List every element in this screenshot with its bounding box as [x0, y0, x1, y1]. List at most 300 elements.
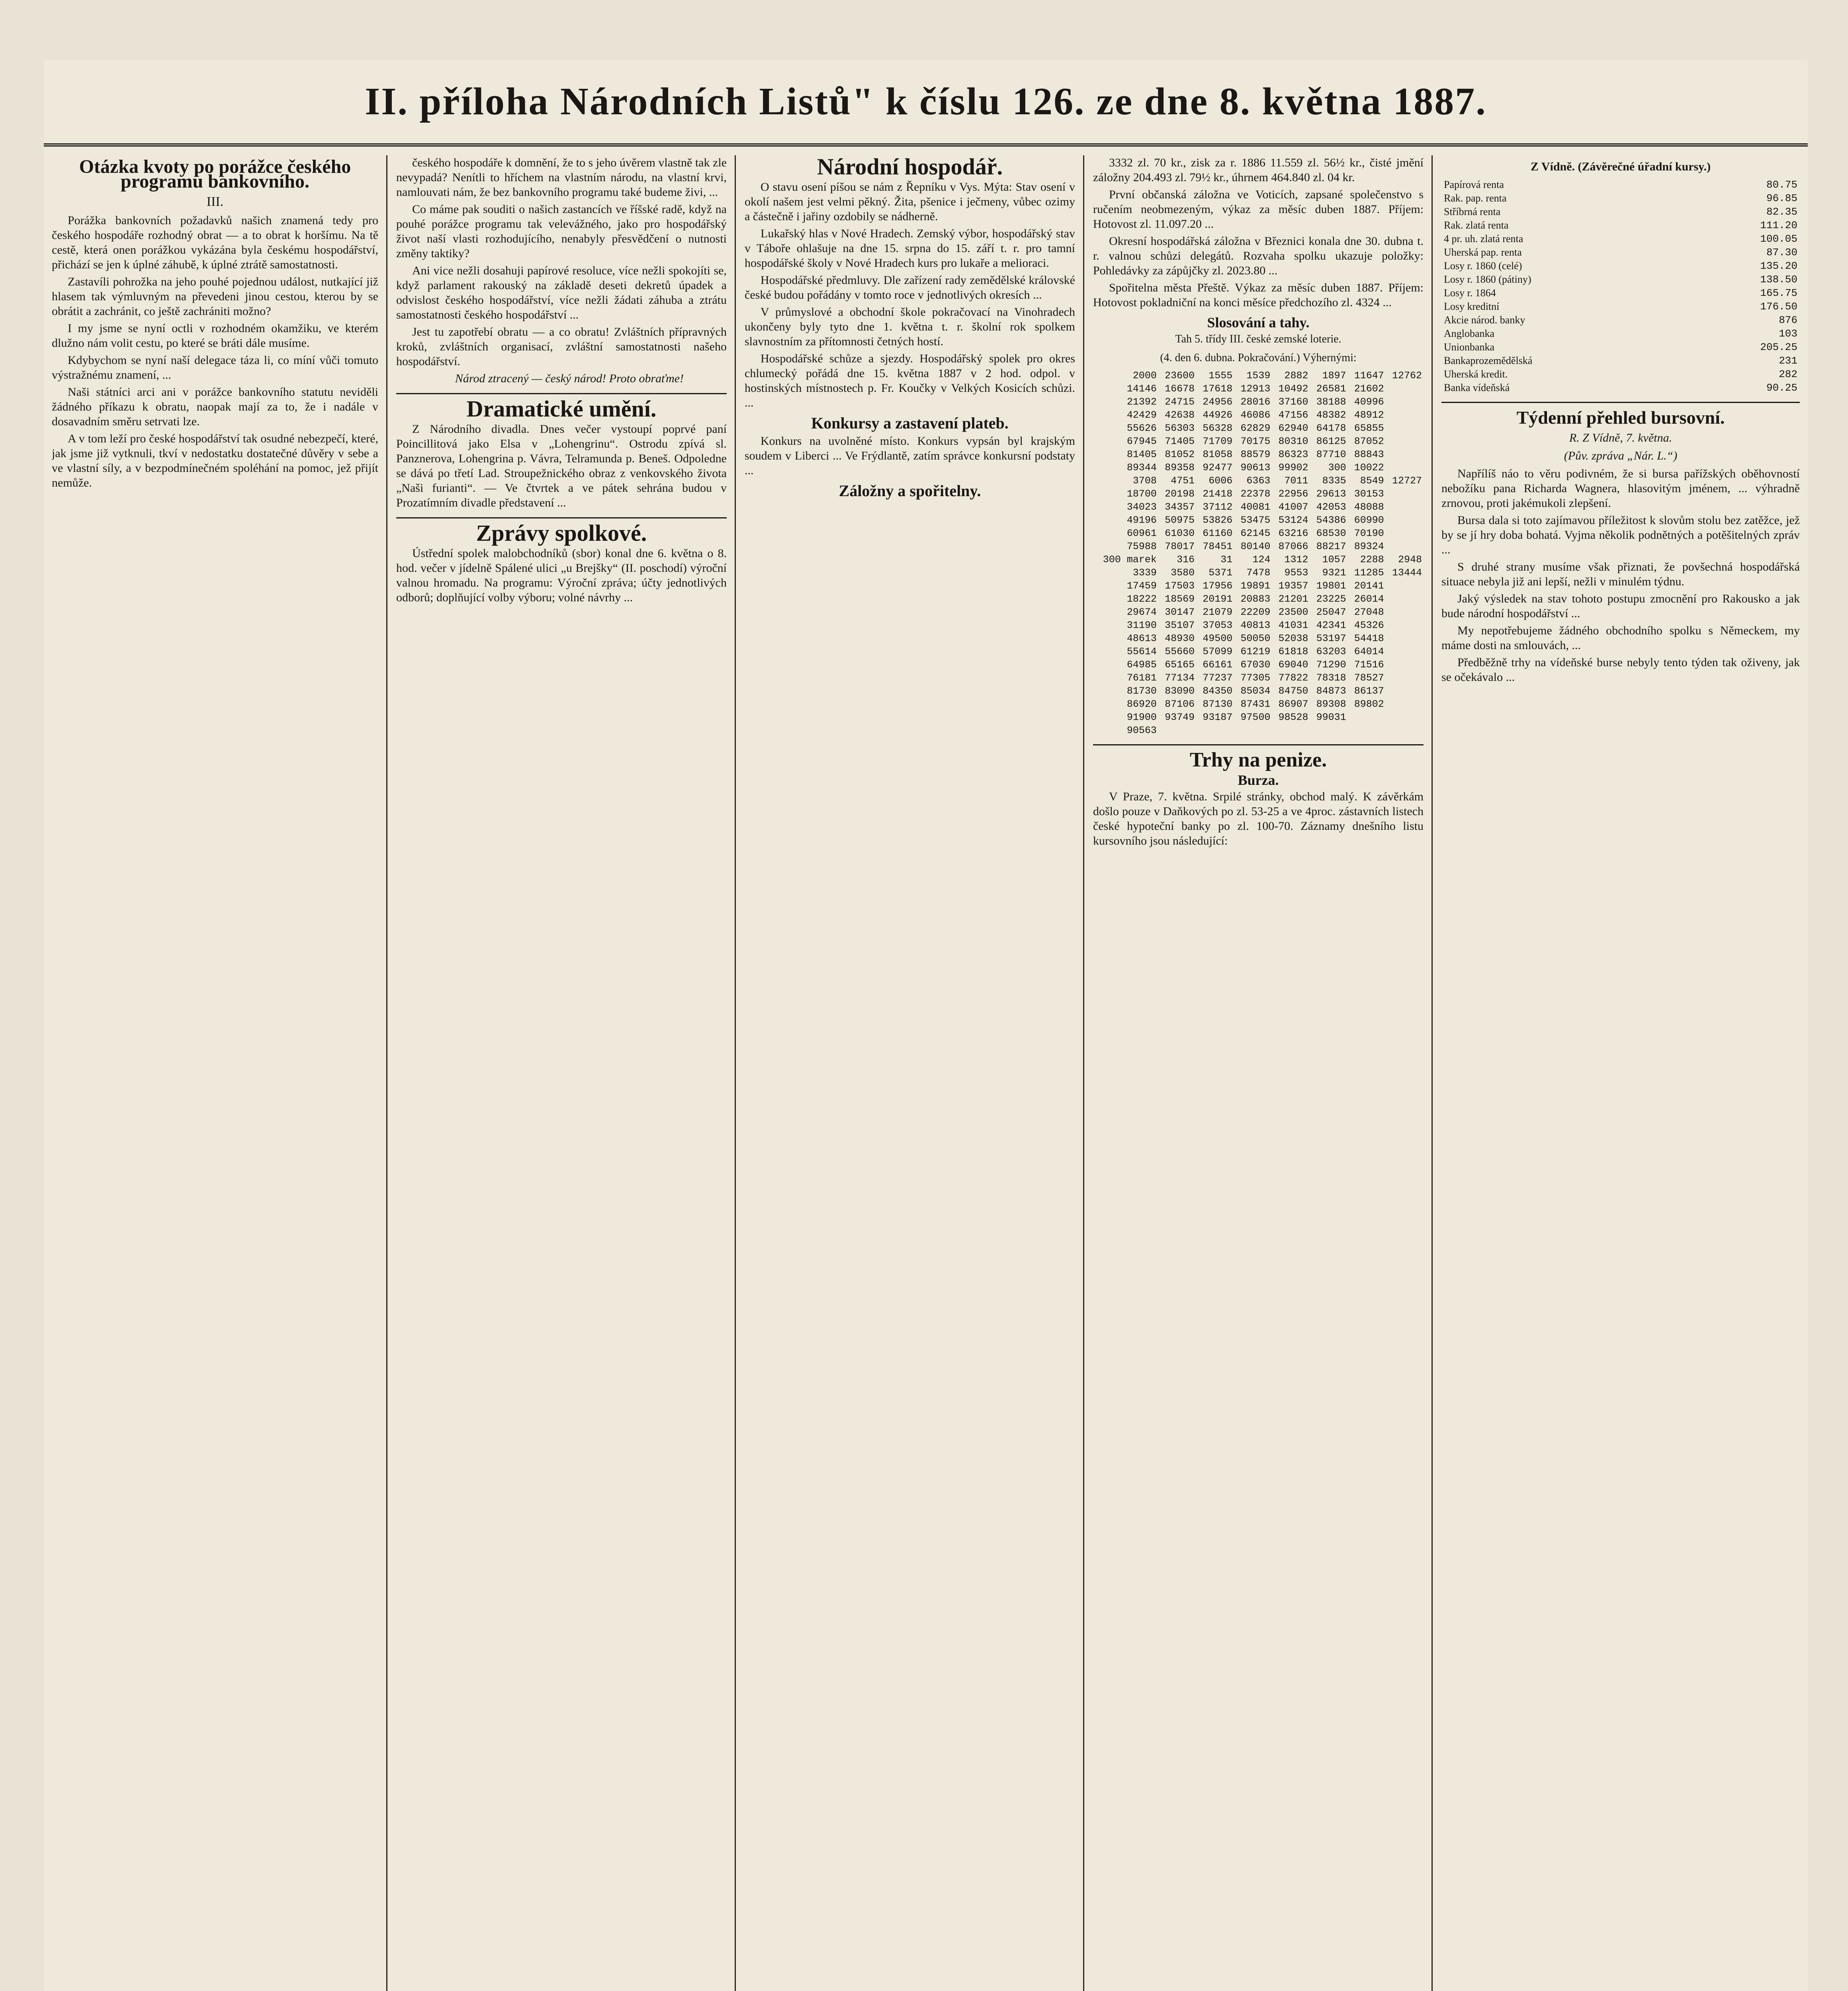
lottery-number: 77237: [1203, 672, 1233, 684]
subheading-zalozny: Záložny a spořitelny.: [839, 482, 981, 500]
lottery-number: 42429: [1126, 409, 1157, 421]
lottery-number: 21392: [1126, 396, 1157, 408]
market-rates-heading: Z Vídně. (Závěrečné úřadní kursy.): [1530, 160, 1711, 173]
lottery-row: [1093, 395, 1424, 409]
lottery-row: [1093, 448, 1424, 461]
lottery-row: [1093, 711, 1424, 724]
section-rule: [1093, 744, 1424, 745]
lottery-number: 42341: [1316, 620, 1346, 631]
lottery-number: 22378: [1240, 488, 1271, 500]
lottery-row: [1093, 474, 1424, 487]
rate-value: 176.50: [1760, 301, 1797, 313]
market-rates-table: [1441, 178, 1800, 395]
article-closing: Národ ztracený — český národ! Proto obraťme!: [455, 372, 684, 385]
lottery-number: 93749: [1165, 712, 1195, 723]
lottery-row: [1093, 579, 1424, 593]
rate-row: [1441, 219, 1800, 232]
lottery-row: [1093, 593, 1424, 606]
lottery-number: 56303: [1165, 422, 1195, 434]
lottery-number: 89308: [1316, 698, 1346, 710]
rate-label: Losy r. 1860 (pátiny): [1444, 274, 1531, 285]
paragraph: Hospodářské předmluvy. Dle zařízení rady zemědělské královské české budou pořádány v tomto roce v jednotlivých okresích ...: [745, 274, 1075, 301]
lottery-number: 300 marek: [1103, 554, 1157, 565]
lottery-row: [1093, 540, 1424, 553]
lottery-number: 38188: [1316, 396, 1346, 408]
lottery-number: 2000: [1132, 370, 1157, 381]
paragraph: O stavu osení píšou se nám z Řepníku v Vys. Mýta: Stav osení v okolí našem jest velmi pěkný. Žita, pšenice i ječmeny, vůbec ozimy a částečně i jařiny ozdobily se nádherně.: [745, 180, 1075, 223]
lottery-number: 27048: [1354, 606, 1384, 618]
lottery-number: 17956: [1203, 580, 1233, 592]
lottery-number: 89802: [1354, 698, 1384, 710]
rate-label: Unionbanka: [1444, 341, 1495, 353]
lottery-number: 44926: [1203, 409, 1233, 421]
lottery-heading: Slosování a tahy.: [1207, 315, 1310, 331]
article-heading-kvota: Otázka kvoty po porážce českého programu bankovního.: [79, 156, 351, 192]
lottery-number: 93187: [1203, 712, 1233, 723]
lottery-number: 86323: [1278, 449, 1308, 460]
lottery-number: 87106: [1165, 698, 1195, 710]
lottery-number: 24956: [1203, 396, 1233, 408]
lottery-row: [1093, 566, 1424, 579]
lottery-number: 86137: [1354, 685, 1384, 697]
lottery-row: [1093, 422, 1424, 435]
lottery-number: 62145: [1240, 528, 1271, 539]
lottery-number: 34023: [1126, 501, 1157, 513]
paragraph: Lukařský hlas v Nové Hradech. Zemský výbor, hospodářský stav v Táboře ohlašuje na dne 15. srpna do 15. září t. r. pro tamní hospodářské školy v Nové Hradech kurs pro lukaře a melioraci.: [745, 227, 1075, 270]
lottery-number: 8549: [1360, 475, 1384, 487]
lottery-number: 55626: [1126, 422, 1157, 434]
lottery-number: 19801: [1316, 580, 1346, 592]
lottery-number: 12762: [1392, 370, 1422, 381]
rate-value: 876: [1779, 314, 1797, 326]
rate-value: 96.85: [1766, 192, 1797, 204]
lottery-row: [1093, 501, 1424, 514]
paragraph: Spořitelna města Přeště. Výkaz za měsíc duben 1887. Příjem: Hotovost pokladniční na konci měsíce předchozího zl. 4324 ...: [1093, 281, 1424, 309]
rate-value: 111.20: [1760, 219, 1797, 231]
lottery-number: 8335: [1322, 475, 1346, 487]
lottery-number: 87130: [1203, 698, 1233, 710]
rate-row: [1441, 192, 1800, 205]
lottery-number: 54418: [1354, 633, 1384, 644]
lottery-number: 18569: [1165, 593, 1195, 605]
subheading-konkursy: Konkursy a zastavení plateb.: [811, 414, 1009, 432]
rate-label: Anglobanka: [1444, 328, 1495, 339]
paragraph: Ústřední spolek malobchodníků (sbor) konal dne 6. května o 8. hod. večer v jídelně Spálené ulici „u Brejšky“ (II. poschodí) výroční valnou hromadu. Na programu: Výroční zpráva; účty jednotlivých odborů; doplňující volby výboru; volné návrhy ...: [396, 547, 727, 604]
rate-label: Uherská pap. renta: [1444, 246, 1522, 258]
section-rule: [1441, 402, 1800, 403]
paragraph: 3332 zl. 70 kr., zisk za r. 1886 11.559 zl. 56½ kr., čisté jmění záložny 204.493 zl. 79½ kr., úhrnem 464.840 zl. 04 kr.: [1093, 156, 1424, 184]
lottery-number: 22956: [1278, 488, 1308, 500]
paragraph: českého hospodáře k domnění, že to s jeho úvěrem vlastně tak zle nevypadá? Nenítli to hříchem na vlastním národu, na vlastní krvi, namlouvati nám, že bez bankovního programu také budeme živi, ...: [396, 156, 727, 199]
lottery-number: 81058: [1203, 449, 1233, 460]
lottery-number: 17503: [1165, 580, 1195, 592]
rate-label: Papírová renta: [1444, 179, 1504, 190]
lottery-number: 20198: [1165, 488, 1195, 500]
column-divider: [735, 155, 736, 1991]
section-heading-weekly: Týdenní přehled bursovní.: [1516, 407, 1725, 428]
rate-label: 4 pr. uh. zlatá renta: [1444, 233, 1523, 244]
lottery-number: 1312: [1284, 554, 1308, 565]
lottery-numbers-table: [1093, 369, 1424, 737]
rate-label: Akcie národ. banky: [1444, 314, 1525, 326]
paragraph: Předběžně trhy na vídeňské burse nebyly tento týden tak oživeny, jak se očekávalo ...: [1441, 656, 1800, 684]
lottery-number: 48912: [1354, 409, 1384, 421]
lottery-number: 70190: [1354, 528, 1384, 539]
lottery-number: 85034: [1240, 685, 1271, 697]
lottery-number: 65855: [1354, 422, 1384, 434]
lottery-number: 52038: [1278, 633, 1308, 644]
lottery-number: 5371: [1209, 567, 1233, 579]
lottery-number: 87431: [1240, 698, 1271, 710]
lottery-number: 84873: [1316, 685, 1346, 697]
lottery-number: 84750: [1278, 685, 1308, 697]
column-1: [52, 155, 378, 1991]
lottery-row: [1093, 671, 1424, 685]
lottery-number: 70175: [1240, 436, 1271, 447]
rate-label: Losy kreditní: [1444, 301, 1500, 312]
lottery-number: 3708: [1132, 475, 1157, 487]
lottery-number: 19891: [1240, 580, 1271, 592]
lottery-row: [1093, 409, 1424, 422]
lottery-number: 89358: [1165, 462, 1195, 473]
lottery-number: 97500: [1240, 712, 1271, 723]
lottery-number: 29613: [1316, 488, 1346, 500]
lottery-number: 92477: [1203, 462, 1233, 473]
lottery-number: 53197: [1316, 633, 1346, 644]
rate-row: [1441, 246, 1800, 259]
lottery-number: 24715: [1165, 396, 1195, 408]
rate-row: [1441, 286, 1800, 300]
lottery-number: 11647: [1354, 370, 1384, 381]
rate-row: [1441, 205, 1800, 219]
lottery-number: 77305: [1240, 672, 1271, 684]
lottery-number: 9321: [1322, 567, 1346, 579]
column-divider: [386, 155, 387, 1991]
paragraph: Jest tu zapotřebí obratu — a co obratu! Zvláštních přípravných kroků, zvláštních organisací, zvláštní samostatnosti našeho hospodářství.: [396, 325, 727, 368]
lottery-number: 77822: [1278, 672, 1308, 684]
lottery-number: 88579: [1240, 449, 1271, 460]
lottery-number: 77134: [1165, 672, 1195, 684]
lottery-number: 37112: [1203, 501, 1233, 513]
paragraph: Kdybychom se nyní naší delegace táza li, co míní vůči tomuto výstražnému znamení, ...: [52, 354, 378, 381]
lottery-number: 29674: [1126, 606, 1157, 618]
rate-label: Banka vídeňská: [1444, 382, 1510, 393]
paragraph: S druhé strany musíme však přiznati, že povšechná hospodářská situace nebyla již ani lepší, nežli v minulém týdnu.: [1441, 560, 1800, 588]
lottery-number: 68530: [1316, 528, 1346, 539]
lottery-row: [1093, 527, 1424, 540]
lottery-row: [1093, 435, 1424, 448]
lottery-number: 3580: [1171, 567, 1195, 579]
lottery-number: 22209: [1240, 606, 1271, 618]
lottery-number: 37053: [1203, 620, 1233, 631]
lottery-number: 91900: [1126, 712, 1157, 723]
page-masthead: [44, 60, 1808, 147]
lottery-number: 3339: [1132, 567, 1157, 579]
lottery-number: 84350: [1203, 685, 1233, 697]
paragraph: Napřílíš náo to věru podivném, že si bursa pařížských oběhovností nebožíku pana Richarda Wagnera, hlasovitým jménem, ... výhradně zrnovou, proti jakémukoli zlepšení.: [1441, 467, 1800, 510]
lottery-number: 19357: [1278, 580, 1308, 592]
lottery-number: 87710: [1316, 449, 1346, 460]
lottery-number: 2288: [1360, 554, 1384, 565]
weekly-source: (Pův. zpráva „Nár. L.“): [1564, 449, 1678, 462]
rate-label: Bankaprozemědělská: [1444, 355, 1533, 366]
lottery-number: 67945: [1126, 436, 1157, 447]
lottery-number: 50975: [1165, 514, 1195, 526]
rate-row: [1441, 259, 1800, 273]
lottery-number: 1555: [1209, 370, 1233, 381]
lottery-number: 80310: [1278, 436, 1308, 447]
lottery-number: 86125: [1316, 436, 1346, 447]
lottery-number: 26014: [1354, 593, 1384, 605]
lottery-number: 12913: [1240, 383, 1271, 395]
lottery-number: 86920: [1126, 698, 1157, 710]
rate-label: Uherská kredit.: [1444, 368, 1508, 380]
rate-row: [1441, 178, 1800, 192]
lottery-number: 6363: [1246, 475, 1271, 487]
paragraph: Hospodářské schůze a sjezdy. Hospodářský spolek pro okres chlumecký pořádá dne 15. května 1887 v 2 hod. odpol. v hostinských místnostech p. Fr. Koučky v Velkých Kosicích schůzi. ...: [745, 352, 1075, 409]
lottery-date: (4. den 6. dubna. Pokračování.) Výhernými:: [1160, 352, 1357, 364]
lottery-number: 53826: [1203, 514, 1233, 526]
lottery-number: 88843: [1354, 449, 1384, 460]
lottery-number: 42638: [1165, 409, 1195, 421]
lottery-number: 89324: [1354, 541, 1384, 552]
lottery-number: 41031: [1278, 620, 1308, 631]
section-heading-trhy: Trhy na penize.: [1189, 749, 1327, 771]
lottery-number: 28016: [1240, 396, 1271, 408]
rate-value: 100.05: [1760, 233, 1797, 245]
section-heading-spolky: Zprávy spolkové.: [476, 520, 647, 546]
lottery-number: 49500: [1203, 633, 1233, 644]
lottery-number: 23600: [1165, 370, 1195, 381]
lottery-number: 16678: [1165, 383, 1195, 395]
rate-row: [1441, 232, 1800, 246]
lottery-number: 80140: [1240, 541, 1271, 552]
lottery-number: 41007: [1278, 501, 1308, 513]
lottery-number: 2882: [1284, 370, 1308, 381]
rate-value: 165.75: [1760, 287, 1797, 299]
lottery-number: 64014: [1354, 646, 1384, 657]
rate-label: Losy r. 1864: [1444, 287, 1496, 299]
lottery-number: 60961: [1126, 528, 1157, 539]
rate-value: 282: [1779, 368, 1797, 380]
paragraph: V průmyslové a obchodní škole pokračovací na Vinohradech ukončeny byly tyto dne 1. května t. r. školní rok spolkem slavnostním za přítomnosti četných hostí.: [745, 305, 1075, 348]
lottery-number: 65165: [1165, 659, 1195, 671]
lottery-number: 55614: [1126, 646, 1157, 657]
lottery-row: [1093, 369, 1424, 382]
lottery-row: [1093, 632, 1424, 645]
lottery-number: 40081: [1240, 501, 1271, 513]
rate-row: [1441, 327, 1800, 340]
lottery-number: 4751: [1171, 475, 1195, 487]
lottery-number: 53475: [1240, 514, 1271, 526]
lottery-number: 21418: [1203, 488, 1233, 500]
lottery-number: 66161: [1203, 659, 1233, 671]
lottery-number: 90613: [1240, 462, 1271, 473]
lottery-number: 17459: [1126, 580, 1157, 592]
paragraph: Konkurs na uvolněné místo. Konkurs vypsán byl krajským soudem v Liberci ... Ve Frýdlantě, zatím správce konkursní podstaty ...: [745, 434, 1075, 477]
lottery-number: 62940: [1278, 422, 1308, 434]
lottery-number: 88217: [1316, 541, 1346, 552]
section-rule: [396, 393, 727, 394]
rate-row: [1441, 381, 1800, 395]
lottery-number: 61818: [1278, 646, 1308, 657]
lottery-number: 48930: [1165, 633, 1195, 644]
rate-value: 103: [1779, 328, 1797, 340]
lottery-number: 14146: [1126, 383, 1157, 395]
lottery-number: 45326: [1354, 620, 1384, 631]
lottery-number: 99031: [1316, 712, 1346, 723]
lottery-number: 69040: [1278, 659, 1308, 671]
lottery-number: 21201: [1278, 593, 1308, 605]
section-heading-drama: Dramatické umění.: [466, 396, 657, 422]
lottery-number: 1057: [1322, 554, 1346, 565]
lottery-number: 62829: [1240, 422, 1271, 434]
rate-value: 87.30: [1766, 246, 1797, 258]
lottery-number: 83090: [1165, 685, 1195, 697]
lottery-number: 37160: [1278, 396, 1308, 408]
paragraph: V Praze, 7. května. Srpilé stránky, obchod malý. K závěrkám došlo pouze v Daňkových po zl. 53-25 a ve 4proc. zástavních listech české hypoteční banky po zl. 100-70. Záznamy dnešního listu kursovního jsou následující:: [1093, 790, 1424, 847]
lottery-number: 2948: [1398, 554, 1422, 565]
lottery-number: 21602: [1354, 383, 1384, 395]
rate-row: [1441, 354, 1800, 368]
lottery-number: 34357: [1165, 501, 1195, 513]
rate-label: Rak. pap. renta: [1444, 192, 1507, 204]
lottery-subheading: Tah 5. třídy III. české zemské loterie.: [1175, 333, 1342, 345]
lottery-number: 21079: [1203, 606, 1233, 618]
lottery-number: 12727: [1392, 475, 1422, 487]
lottery-number: 55660: [1165, 646, 1195, 657]
lottery-number: 300: [1328, 462, 1346, 473]
lottery-number: 11285: [1354, 567, 1384, 579]
section-heading-hospodar: Národní hospodář.: [817, 155, 1003, 180]
column-divider: [1431, 155, 1433, 1991]
lottery-number: 40813: [1240, 620, 1271, 631]
lottery-number: 56328: [1203, 422, 1233, 434]
lottery-number: 46086: [1240, 409, 1271, 421]
page-title: II. příloha Národních Listů" k číslu 126. ze dne 8. května 1887.: [365, 80, 1487, 123]
rate-value: 231: [1779, 355, 1797, 367]
rate-label: Rak. zlatá renta: [1444, 219, 1509, 231]
lottery-number: 7478: [1246, 567, 1271, 579]
lottery-number: 86907: [1278, 698, 1308, 710]
lottery-number: 78451: [1203, 541, 1233, 552]
lottery-number: 71405: [1165, 436, 1195, 447]
lottery-number: 48088: [1354, 501, 1384, 513]
lottery-number: 78527: [1354, 672, 1384, 684]
lottery-row: [1093, 382, 1424, 395]
section-rule: [396, 517, 727, 518]
lottery-number: 64985: [1126, 659, 1157, 671]
column-4: [1093, 155, 1424, 1991]
lottery-number: 35107: [1165, 620, 1195, 631]
lottery-number: 1539: [1246, 370, 1271, 381]
paragraph: Co máme pak souditi o našich zastancích ve říšské radě, když na pouhé porážce programu tak velevážného, jako pro hospodářský život naší vlasti rozhodujícího, nenabyly přesvědčení o nutnosti změny taktiky?: [396, 203, 727, 260]
lottery-number: 81730: [1126, 685, 1157, 697]
lottery-number: 124: [1252, 554, 1271, 565]
article-part-number: III.: [206, 194, 224, 209]
lottery-number: 48382: [1316, 409, 1346, 421]
lottery-number: 63216: [1278, 528, 1308, 539]
rate-value: 90.25: [1766, 382, 1797, 394]
rate-value: 82.35: [1766, 206, 1797, 218]
newspaper-page: [44, 60, 1808, 1991]
lottery-row: [1093, 698, 1424, 711]
lottery-number: 78318: [1316, 672, 1346, 684]
lottery-row: [1093, 606, 1424, 619]
lottery-number: 50050: [1240, 633, 1271, 644]
lottery-row: [1093, 461, 1424, 474]
lottery-number: 40996: [1354, 396, 1384, 408]
lottery-number: 61160: [1203, 528, 1233, 539]
lottery-number: 7011: [1284, 475, 1308, 487]
lottery-number: 9553: [1284, 567, 1308, 579]
lottery-number: 87066: [1278, 541, 1308, 552]
lottery-number: 49196: [1126, 514, 1157, 526]
lottery-number: 1897: [1322, 370, 1346, 381]
lottery-number: 61030: [1165, 528, 1195, 539]
lottery-number: 60990: [1354, 514, 1384, 526]
lottery-number: 42053: [1316, 501, 1346, 513]
lottery-number: 61219: [1240, 646, 1271, 657]
paragraph: My nepotřebujeme žádného obchodního spolku s Německem, my máme dosti na smlouvách, ...: [1441, 624, 1800, 652]
lottery-row: [1093, 724, 1424, 737]
lottery-number: 26581: [1316, 383, 1346, 395]
column-3: [745, 155, 1075, 1991]
lottery-row: [1093, 685, 1424, 698]
paragraph: Z Národního divadla. Dnes večer vystoupí poprvé paní Poincillitová jako Elsa v „Lohengrinu“. Ostrodu zpívá sl. Panznerova, Lohengrina p. Vávra, Telramunda p. Beneš. Odpoledne se dává po třetí Lad. Stroupežnického obraz z venkovského života „Naši furianti“. — Ve čtvrtek a ve pátek sehrána budou v Prozatímním divadle představení ...: [396, 422, 727, 509]
lottery-number: 54386: [1316, 514, 1346, 526]
lottery-number: 23225: [1316, 593, 1346, 605]
lottery-number: 63203: [1316, 646, 1346, 657]
lottery-number: 81405: [1126, 449, 1157, 460]
lottery-number: 13444: [1392, 567, 1422, 579]
lottery-number: 47156: [1278, 409, 1308, 421]
rate-row: [1441, 300, 1800, 313]
column-divider: [1083, 155, 1084, 1991]
rate-value: 135.20: [1760, 260, 1797, 272]
lottery-number: 48613: [1126, 633, 1157, 644]
lottery-row: [1093, 645, 1424, 658]
paragraph: Jaký výsledek na stav tohoto postupu zmocnění pro Rakousko a jak bude národní hospodářství ...: [1441, 592, 1800, 620]
lottery-number: 99902: [1278, 462, 1308, 473]
paragraph: První občanská záložna ve Voticích, zapsané společenstvo s ručením neobmezeným, výkaz za měsíc duben 1887. Příjem: Hotovost zl. 11.097.20 ...: [1093, 188, 1424, 231]
lottery-number: 10022: [1354, 462, 1384, 473]
paragraph: Bursa dala si toto zajímavou příležitost k slovům stolu bez zatěžce, jež by se jí hry doba bohatá. Vyjma několik podnětných a potěšitelných zpráv ...: [1441, 514, 1800, 556]
lottery-number: 90563: [1126, 725, 1157, 736]
column-5: [1441, 155, 1800, 1991]
lottery-number: 98528: [1278, 712, 1308, 723]
lottery-row: [1093, 487, 1424, 501]
lottery-row: [1093, 658, 1424, 671]
rate-label: Stříbrná renta: [1444, 206, 1501, 217]
rate-row: [1441, 273, 1800, 286]
lottery-row: [1093, 619, 1424, 632]
lottery-number: 316: [1177, 554, 1195, 565]
lottery-number: 71516: [1354, 659, 1384, 671]
rate-row: [1441, 313, 1800, 327]
paragraph: I my jsme se nyní octli v rozhodném okamžiku, ve kterém dlužno nám volit cestu, po které se bráti dále musíme.: [52, 322, 378, 350]
paragraph: Okresní hospodářská záložna v Březnici konala dne 30. dubna t. r. valnou schůzi delegátů. Rozvaha spolku ukazuje položky: Pohledávky za zápůjčky zl. 2023.80 ...: [1093, 235, 1424, 277]
paragraph: Porážka bankovních požadavků našich znamená tedy pro českého hospodáře rozhodný obrat — a to obrat k horšímu. Na tě cestě, která onen porážkou vykázána byla českému hospodářství, přichází se jen k úplné záhubě, k úplné ztrátě samostatnosti.: [52, 214, 378, 271]
lottery-number: 78017: [1165, 541, 1195, 552]
column-2: [396, 155, 727, 1991]
lottery-number: 76181: [1126, 672, 1157, 684]
lottery-number: 31: [1220, 554, 1233, 565]
paragraph: A v tom leží pro české hospodářství tak osudné nebezpečí, které, jak jsme již vytknuli, tkví v nedostatku dostatečné důvěry v sebe a ve vlastní síly, a v bezpodmínečném spoléhání na pomoc, jež přijít nemůže.: [52, 432, 378, 489]
lottery-number: 20191: [1203, 593, 1233, 605]
lottery-number: 18222: [1126, 593, 1157, 605]
lottery-number: 31190: [1126, 620, 1157, 631]
